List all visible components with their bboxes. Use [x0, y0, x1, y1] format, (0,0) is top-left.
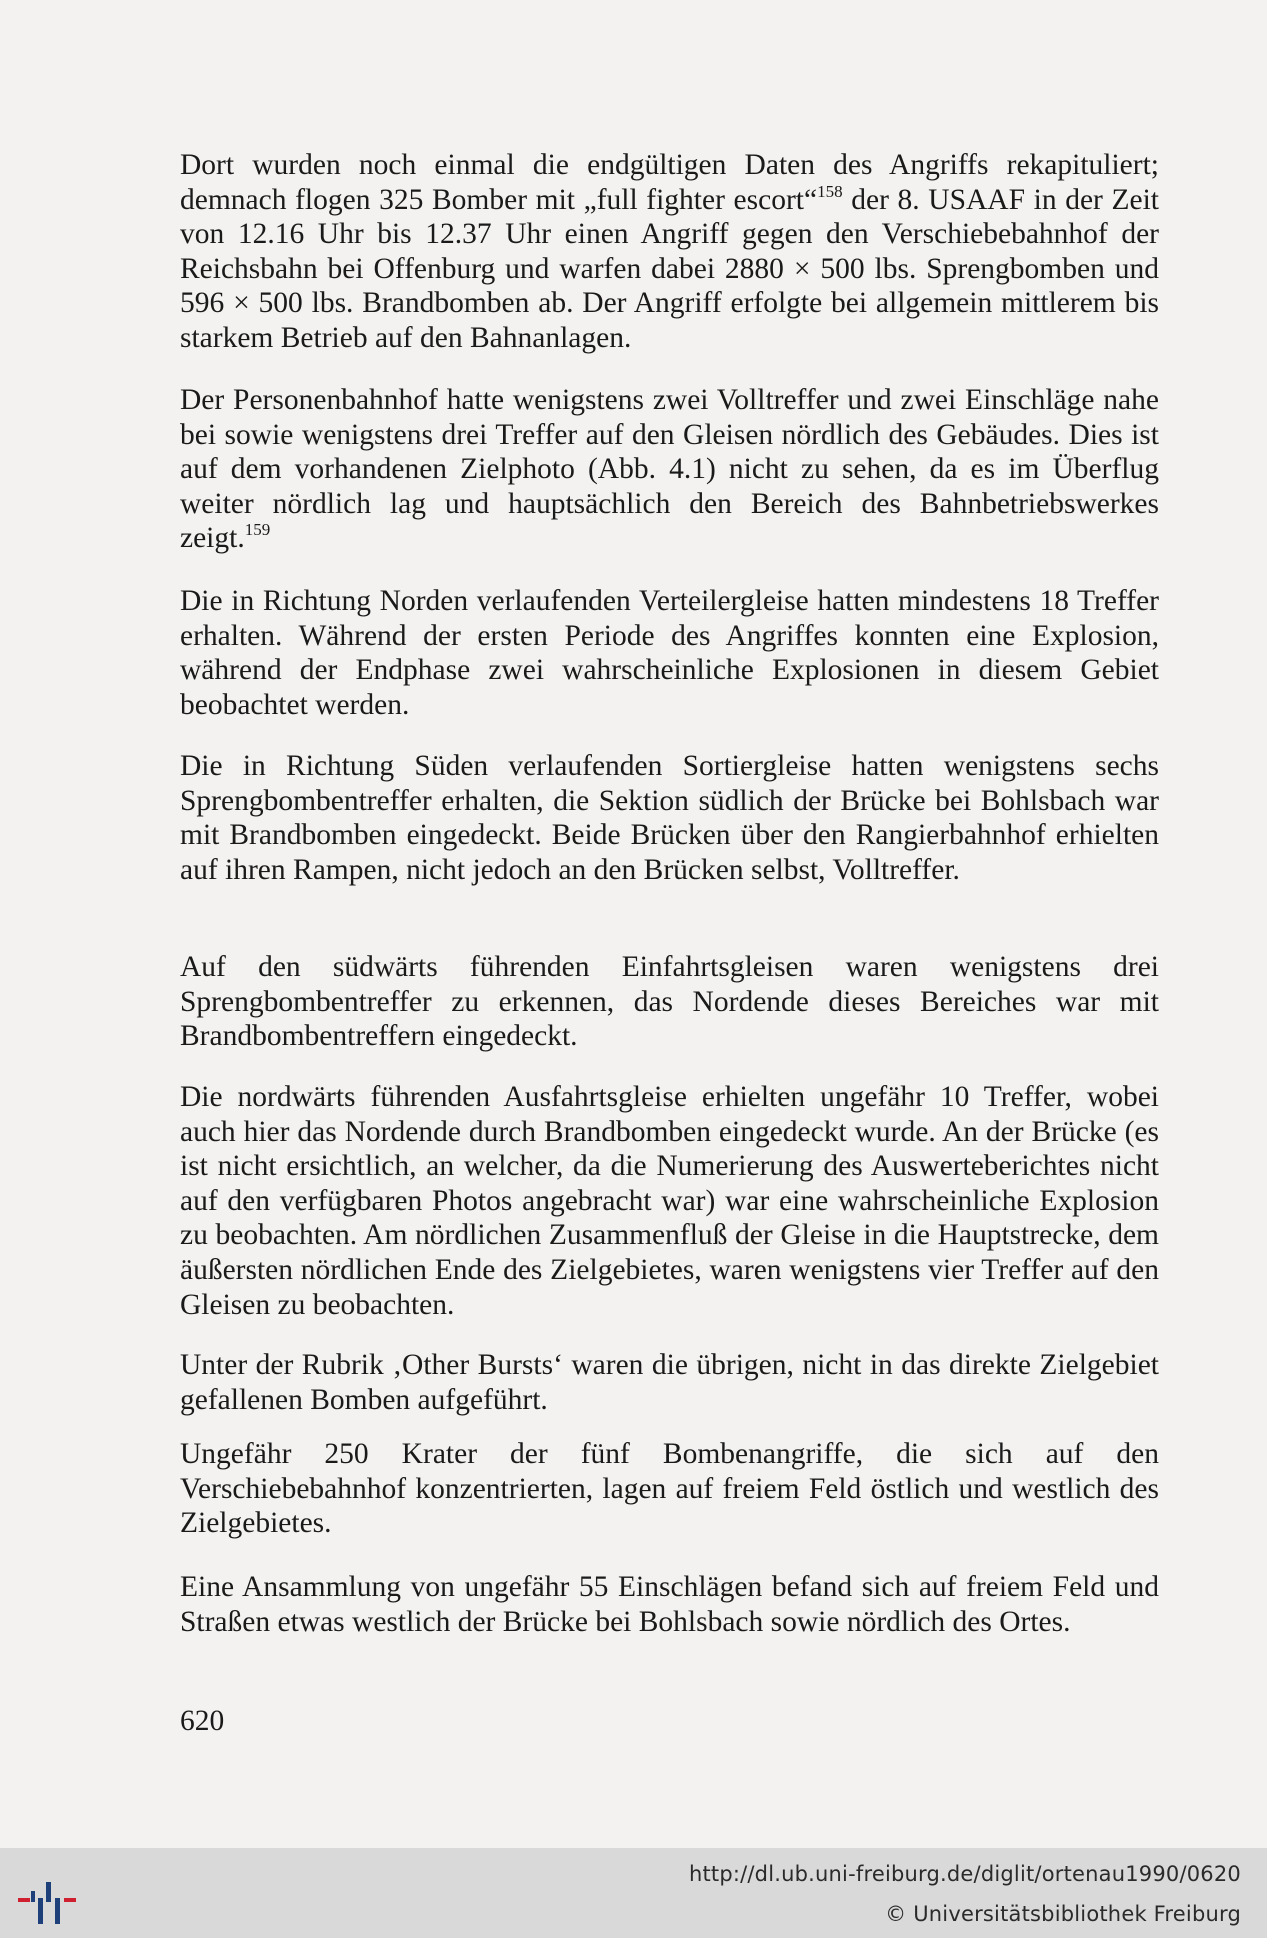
paragraph-2-text: Der Personenbahnhof hatte wenigstens zwei Volltreffer und zwei Einschläge nahe bei sowie wenigstens drei Treffer auf den Gleisen nördlich des Gebäudes. Dies ist auf dem vorhandenen Zielphoto (Abb. 4.1) nicht zu sehen, da es im Überflug weiter nördlich lag und hauptsächlich den Bereich des Bahnbetriebswerkes zeigt.: [180, 384, 1159, 555]
paragraph-1: [180, 148, 1159, 356]
page-number: 620: [180, 1705, 225, 1737]
paragraph-1-text-a: Dort wurden noch einmal die endgültigen Daten des Angriffs rekapituliert; demnach flogen 325 Bomber mit „full fighter escort“: [180, 149, 1159, 216]
paragraph-4: Die in Richtung Süden verlaufenden Sortiergleise hatten wenigstens sechs Sprengbombentreffer erhalten, die Sektion südlich der Brücke bei Bohlsbach war mit Brandbomben eingedeckt. Beide Brücken über den Rangierbahnhof erhielten auf ihren Rampen, nicht jedoch an den Brücken selbst, Volltreffer.: [180, 750, 1159, 886]
footnote-ref-159[interactable]: 159: [244, 520, 271, 540]
paragraph-8: Ungefähr 250 Krater der fünf Bombenangriffe, die sich auf den Verschiebebahnhof konzentrierten, lagen auf freiem Feld östlich und westlich des Zielgebietes.: [180, 1438, 1159, 1540]
footer-bar: [0, 1848, 1267, 1938]
paragraph-1-text-b: der 8. USAAF in der Zeit von 12.16 Uhr bis 12.37 Uhr einen Angriff gegen den Verschiebebahnhof der Reichsbahn bei Offenburg und warfen dabei 2880 × 500 lbs. Sprengbomben und 596 × 500 lbs. Brandbomben ab. Der Angriff erfolgte bei allgemein mittlerem bis starkem Betrieb auf den Bahnanlagen.: [180, 183, 1159, 354]
paragraph-2: [180, 383, 1159, 556]
paragraph-5: Auf den südwärts führenden Einfahrtsgleisen waren wenigstens drei Sprengbombentreffer zu erkennen, das Nordende dieses Bereiches war mit Brandbombentreffern eingedeckt.: [180, 951, 1159, 1053]
paragraph-6: Die nordwärts führenden Ausfahrtsgleise erhielten ungefähr 10 Treffer, wobei auch hier das Nordende durch Brandbomben eingedeckt wurde. An der Brücke (es ist nicht ersichtlich, an welcher, da die Numerierung des Auswerteberichtes nicht auf den verfügbaren Photos angebracht war) war eine wahrscheinliche Explosion zu beobachten. Am nördlichen Zusammenfluß der Gleise in die Hauptstrecke, dem äußersten nördlichen Ende des Zielgebietes, waren wenigstens vier Treffer auf den Gleisen zu beobachten.: [180, 1081, 1159, 1321]
permalink-url[interactable]: http://dl.ub.uni-freiburg.de/diglit/ortenau1990/0620: [688, 1862, 1241, 1886]
paragraph-9: Eine Ansammlung von ungefähr 55 Einschlägen befand sich auf freiem Feld und Straßen etwas westlich der Brücke bei Bohlsbach sowie nördlich des Ortes.: [180, 1571, 1159, 1638]
ub-freiburg-logo-icon[interactable]: [14, 1866, 80, 1928]
copyright-notice: © Universitätsbibliothek Freiburg: [885, 1902, 1241, 1926]
paragraph-7: Unter der Rubrik ‚Other Bursts‘ waren die übrigen, nicht in das direkte Zielgebiet gefallenen Bomben aufgeführt.: [180, 1349, 1159, 1416]
footnote-ref-158[interactable]: 158: [817, 181, 843, 201]
paragraph-3: Die in Richtung Norden verlaufenden Verteilergleise hatten mindestens 18 Treffer erhalten. Während der ersten Periode des Angriffes konnten eine Explosion, während der Endphase zwei wahrscheinliche Explosionen in diesem Gebiet beobachtet werden.: [180, 585, 1159, 721]
